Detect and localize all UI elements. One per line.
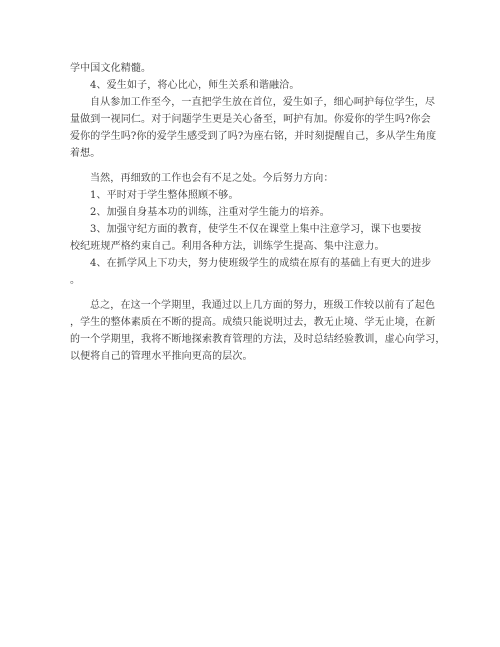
text-line: 4、爱生如子，将心比心，师生关系和谐融洽。 <box>90 80 300 91</box>
text-line: 总之，在这一个学期里，我通过以上几方面的努力，班级工作较以前有了起色 <box>90 300 436 311</box>
text-line: 的一个学期里，我将不断地探索教育管理的方法，及时总结经验教训，虚心向学习， <box>70 334 446 345</box>
paragraph-gap <box>70 289 440 297</box>
text-line: 3、加强守纪方面的教育，使学生不仅在课堂上集中注意学习，课下也要按 <box>90 224 422 235</box>
paragraph-gap <box>70 162 440 170</box>
text-line: 着想。 <box>70 148 101 159</box>
text-line: ，学生的整体素质在不断的提高。成绩只能说明过去，教无止境、学无止境，在新 <box>70 317 436 328</box>
text-line: 。 <box>70 275 81 286</box>
text-line: 量做到一视同仁。对于问题学生更是关心备至，呵护有加。你爱你的学生吗?你会 <box>70 114 431 125</box>
document-page <box>70 60 446 365</box>
text-line: 以便将自己的管理水平推向更高的层次。 <box>70 351 253 362</box>
text-line: 4、在抓学风上下功夫，努力使班级学生的成绩在原有的基础上有更大的进步 <box>90 258 432 269</box>
text-line: 2、加强自身基本功的训练，注重对学生能力的培养。 <box>90 207 330 218</box>
text-line: 自从参加工作至今，一直把学生放在首位，爱生如子，细心呵护每位学生，尽 <box>90 97 436 108</box>
text-line: 当然，再细致的工作也会有不足之处。今后努力方向： <box>90 173 334 184</box>
text-line: 1、平时对于学生整体照顾不够。 <box>90 190 239 201</box>
text-line: 校纪班规严格约束自己。利用各种方法，训练学生提高、集中注意力。 <box>70 241 385 252</box>
text-line: 爱你的学生吗?你的爱学生感受到了吗?为座右铭，并时刻提醒自己，多从学生角度 <box>70 131 437 142</box>
text-line: 学中国文化精髓。 <box>70 63 152 74</box>
